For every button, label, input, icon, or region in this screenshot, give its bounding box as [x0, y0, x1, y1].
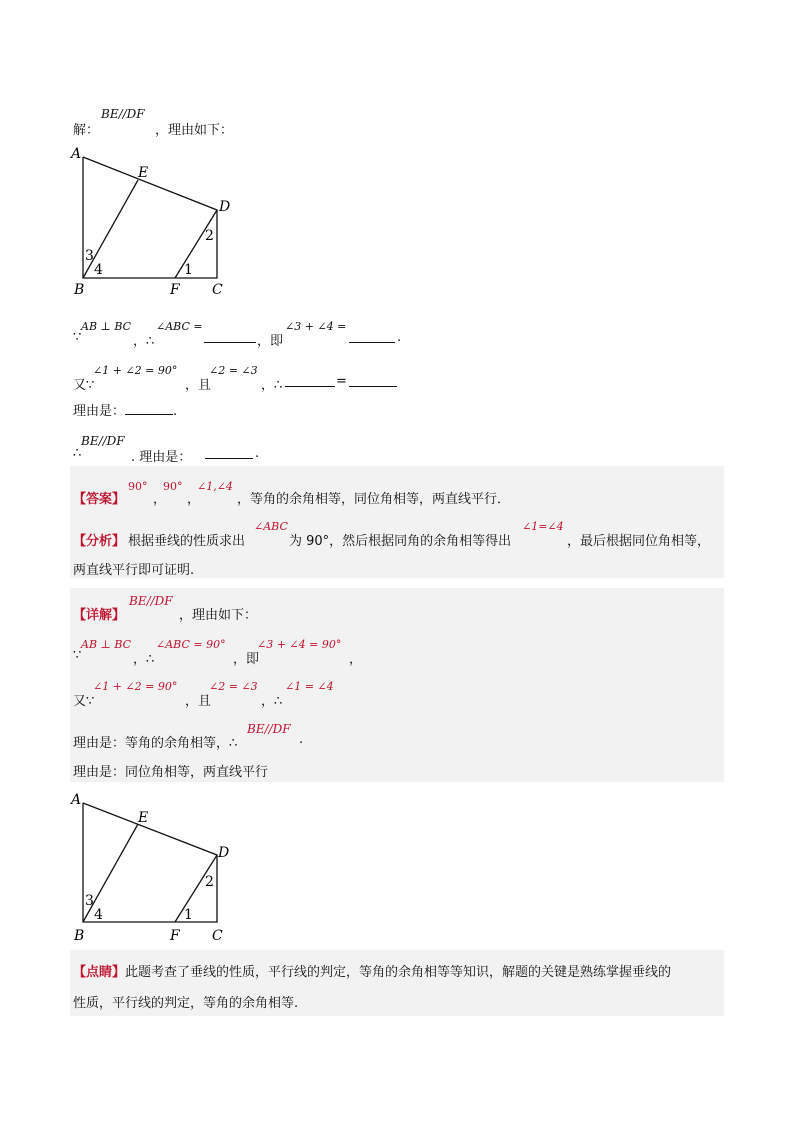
- q-therefore-2: ，∴: [261, 378, 283, 393]
- detail-angle2-eq-3: ∠2 = ∠3: [209, 680, 258, 693]
- q-equals: =: [336, 374, 347, 389]
- q-angle12-sum: ∠1 + ∠2 = 90°: [93, 364, 178, 377]
- label-E: E: [138, 165, 149, 181]
- q-blank-5[interactable]: [125, 402, 173, 415]
- comment-line-1: [73, 961, 671, 980]
- label-C: C: [212, 282, 223, 298]
- label-F-2: F: [170, 928, 180, 944]
- q-ji-1: ，即: [257, 334, 284, 349]
- label-D-2: D: [218, 845, 230, 861]
- label-F: F: [170, 282, 180, 298]
- detail-therefore-2: ，∴: [261, 694, 283, 709]
- q-end-dot-1: .: [397, 330, 402, 345]
- detail-angle34: ∠3 + ∠4 = 90°: [257, 638, 342, 651]
- comment-tag: 【点睛】: [73, 965, 126, 980]
- label-D: D: [219, 199, 231, 215]
- q-ab-perp-bc: AB ⊥ BC: [81, 320, 132, 333]
- detail-be-df-2: BE//DF: [247, 722, 291, 736]
- analysis-tag: 【分析】: [73, 534, 126, 549]
- analysis-text-1: 根据垂线的性质求出: [128, 534, 246, 549]
- q-reason-intro: ，理由如下：: [155, 123, 234, 138]
- q-angle-abc-eq: ∠ABC =: [156, 320, 203, 333]
- q-solution-prefix: 解：: [73, 123, 100, 138]
- detail-angle-abc: ∠ABC = 90°: [156, 638, 226, 651]
- detail-and: ，且: [185, 694, 212, 709]
- q-reason-label-2: . 理由是：: [131, 450, 192, 465]
- answer-rest: ，等角的余角相等，同位角相等，两直线平行．: [237, 492, 511, 507]
- q-be-df-math-2: BE//DF: [81, 434, 125, 448]
- detail-reason-1: 理由是：等角的余角相等，∴: [73, 736, 238, 751]
- q-therefore-1: ，∴: [133, 334, 155, 349]
- detail-therefore-1: ，∴: [133, 652, 155, 667]
- analysis-text-3: ，最后根据同位角相等，: [567, 534, 711, 549]
- q-line-4: [73, 400, 177, 419]
- label-B: B: [74, 282, 85, 298]
- detail-line-5: 理由是：同位角相等，两直线平行: [73, 765, 269, 780]
- detail-tag: 【详解】: [73, 608, 126, 623]
- q-blank-6[interactable]: [205, 446, 253, 459]
- detail-ab-perp-bc: AB ⊥ BC: [81, 638, 132, 651]
- angle-label-2: 2: [205, 228, 214, 244]
- label-A-2: A: [71, 792, 82, 808]
- detail-angle12: ∠1 + ∠2 = 90°: [93, 680, 178, 693]
- q-be-df-math: BE//DF: [101, 107, 145, 121]
- angle-label-3b: 3: [85, 893, 94, 909]
- q-angle2-eq-3: ∠2 = ∠3: [209, 364, 258, 377]
- detail-angle1-eq-4: ∠1 = ∠4: [285, 680, 334, 693]
- q-line-2: [73, 318, 713, 348]
- q-end-dot-3: .: [255, 446, 260, 461]
- analysis-angle-abc: ∠ABC: [254, 520, 288, 533]
- detail-comma: ，: [349, 652, 363, 667]
- geometry-figure-question: [70, 142, 240, 302]
- answer-value-2: 90°: [163, 480, 183, 493]
- comment-text-1: 此题考查了垂线的性质，平行线的判定，等角的余角相等等知识，解题的关键是熟练掌握垂线的: [125, 965, 672, 980]
- q-blank-1[interactable]: [204, 330, 256, 343]
- q-end-dot-2: .: [173, 404, 178, 419]
- detail-ji: ，即: [233, 652, 260, 667]
- answer-sep-2: ，: [187, 492, 201, 507]
- analysis-angle-eq: ∠1=∠4: [522, 520, 564, 533]
- q-blank-3[interactable]: [285, 374, 335, 387]
- angle-label-4b: 4: [94, 907, 103, 923]
- angle-label-1b: 1: [184, 907, 193, 923]
- answer-value-3: ∠1,∠4: [197, 480, 233, 493]
- detail-reason-intro: ，理由如下：: [179, 608, 258, 623]
- label-C-2: C: [212, 928, 223, 944]
- angle-label-4: 4: [94, 262, 103, 278]
- therefore-symbol: ∴: [73, 446, 82, 461]
- answer-tag: 【答案】: [73, 492, 126, 507]
- detail-because: ∵: [73, 648, 82, 663]
- q-reason-label: 理由是：: [73, 404, 126, 419]
- angle-label-3: 3: [85, 248, 94, 264]
- q-also-because: 又∵: [73, 378, 95, 393]
- label-E-2: E: [138, 810, 149, 826]
- angle-label-2b: 2: [205, 874, 214, 890]
- answer-sep-1: ，: [153, 492, 167, 507]
- q-blank-4[interactable]: [349, 374, 397, 387]
- angle-label-1: 1: [184, 262, 193, 278]
- q-line-3: [73, 362, 713, 392]
- q-and: ，且: [185, 378, 212, 393]
- label-A: A: [71, 146, 82, 162]
- answer-value-1: 90°: [128, 480, 148, 493]
- geometry-figure-detail: [70, 789, 232, 945]
- comment-line-2: 性质，平行线的判定，等角的余角相等.: [73, 996, 299, 1011]
- analysis-text-2: 为 90°，然后根据同角的余角相等得出: [289, 534, 512, 549]
- detail-be-df: BE//DF: [129, 594, 173, 608]
- label-B-2: B: [74, 928, 85, 944]
- q-angle34-eq: ∠3 + ∠4 =: [285, 320, 347, 333]
- detail-also-because: 又∵: [73, 694, 95, 709]
- detail-end-dot: .: [299, 732, 304, 747]
- q-blank-2[interactable]: [349, 330, 395, 343]
- because-symbol: ∵: [73, 330, 82, 345]
- analysis-line-2: 两直线平行即可证明.: [73, 563, 195, 578]
